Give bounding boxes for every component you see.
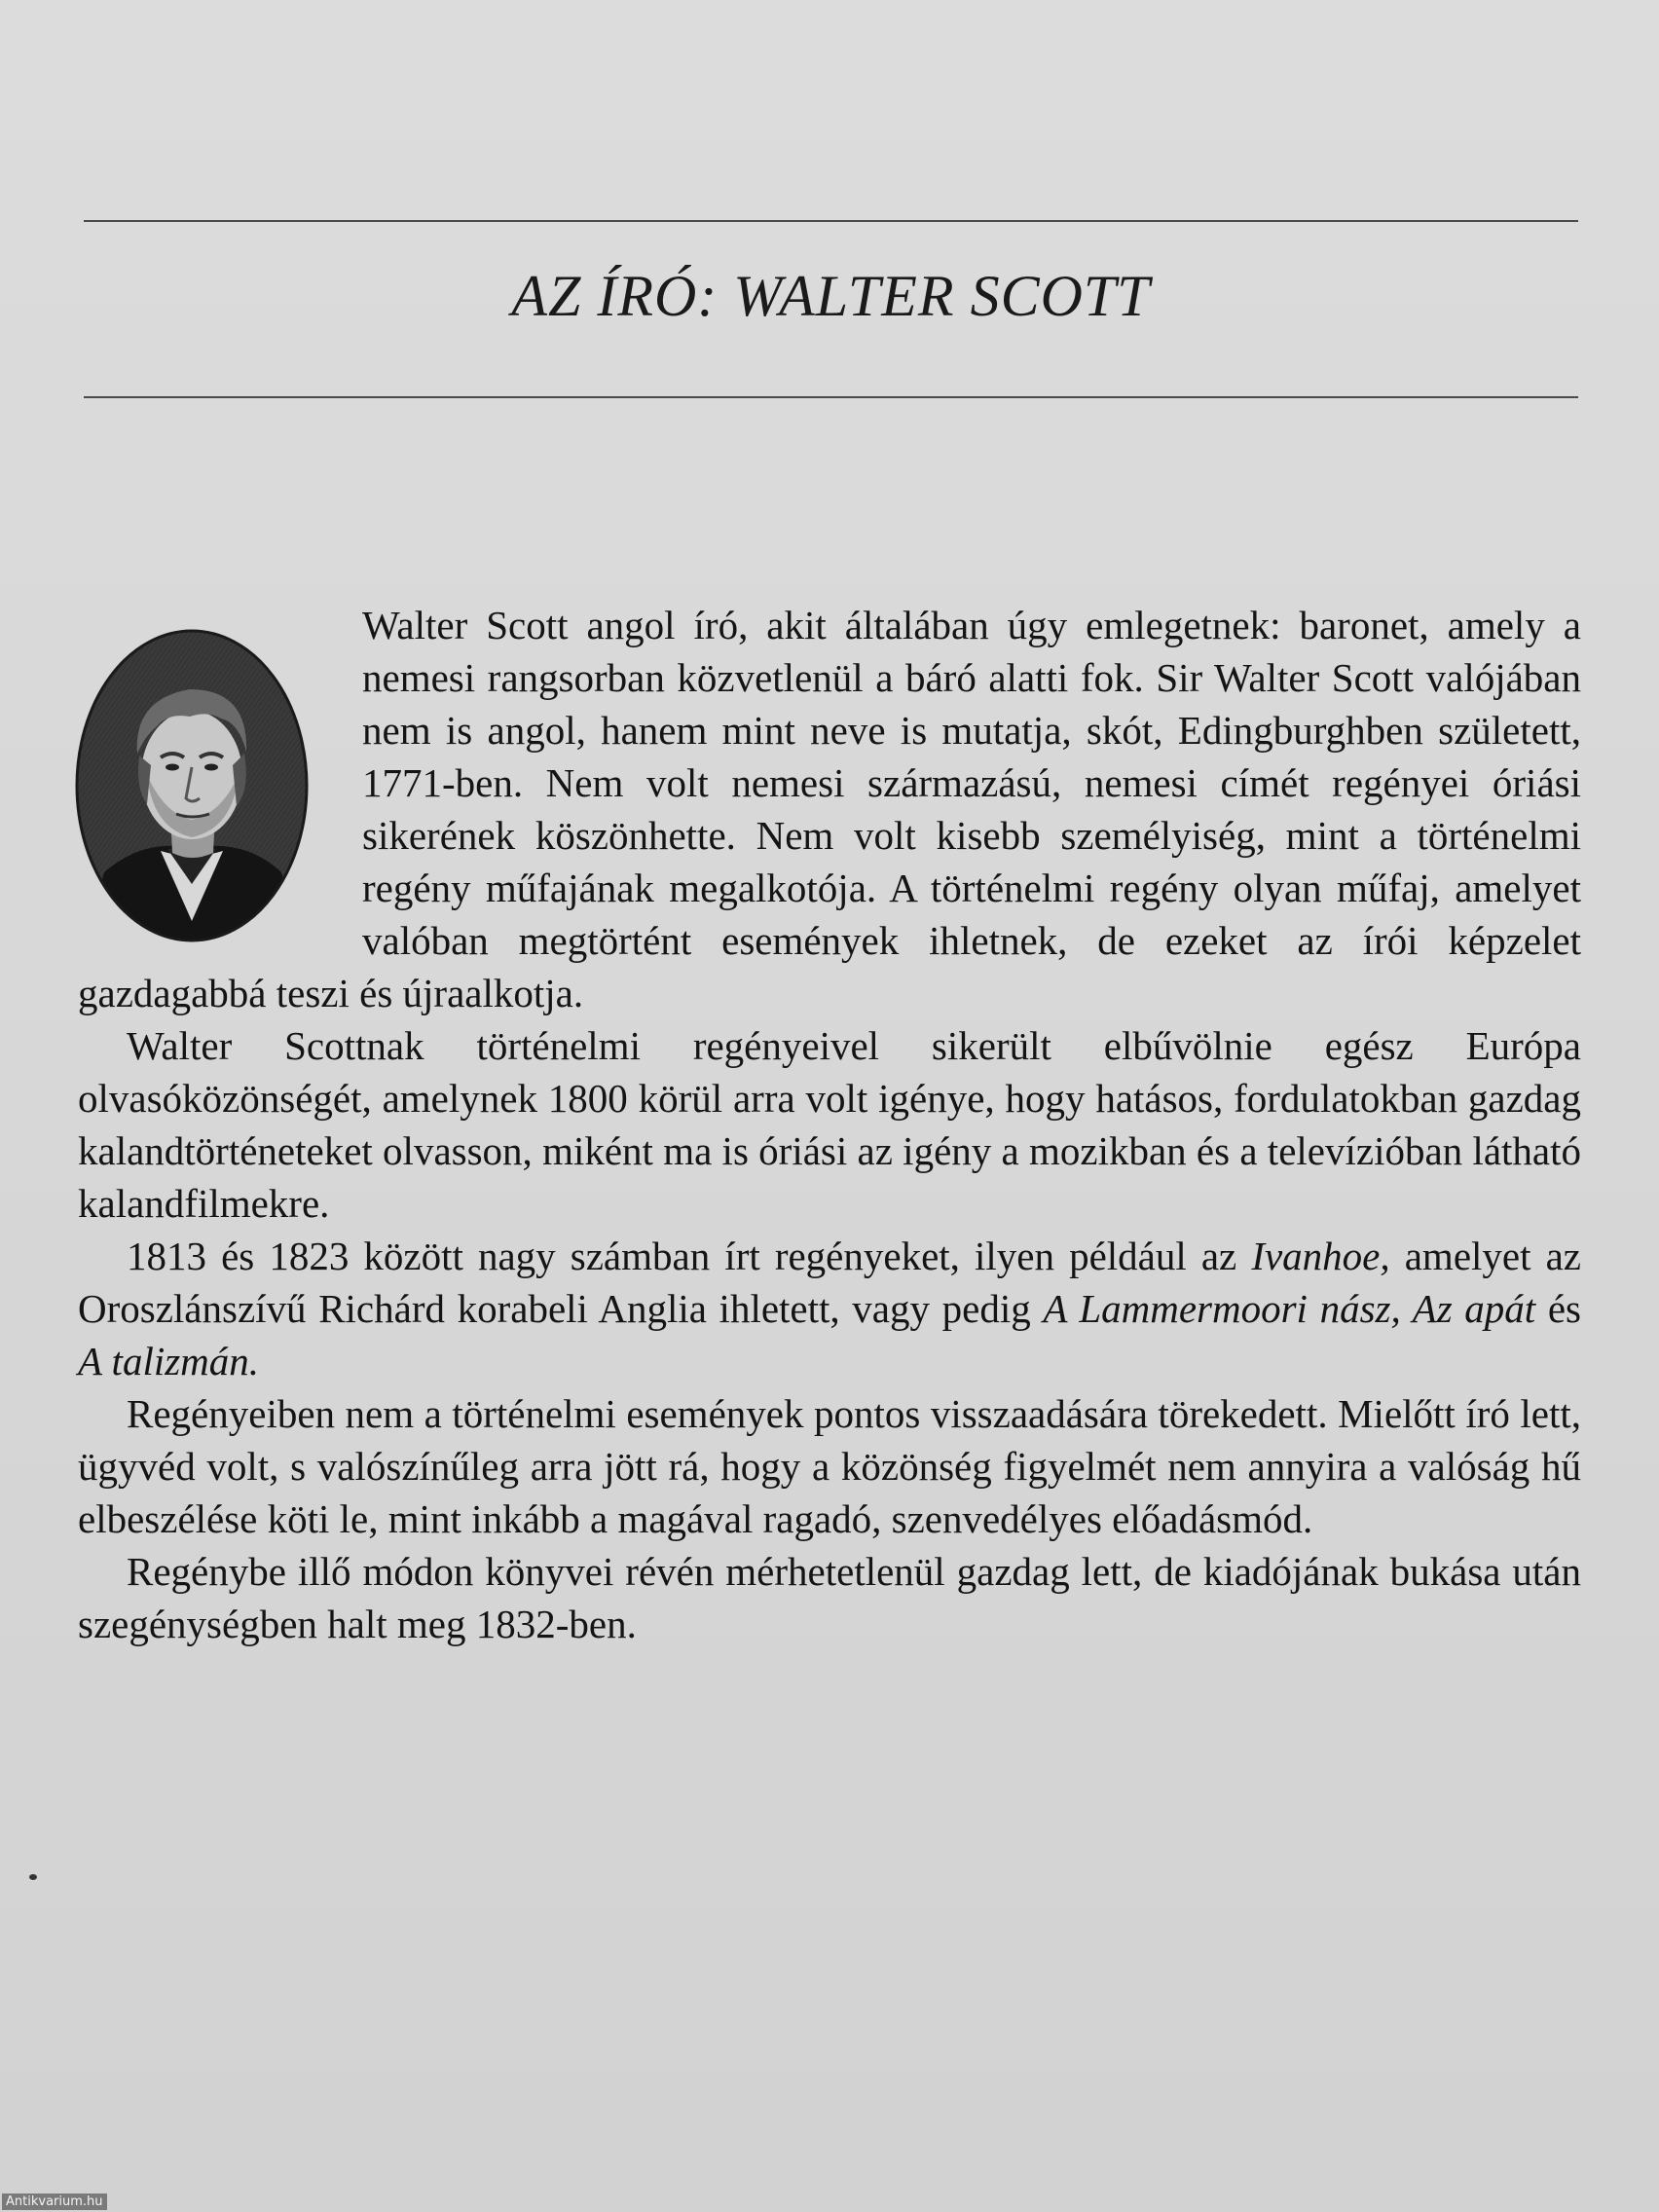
title-lammermoor: A Lammermoori nász, Az apát [1043, 1286, 1536, 1331]
title-ivanhoe: Ivanhoe, [1251, 1234, 1390, 1278]
paragraph-1: Walter Scott angol író, akit általában úgy emlegetnek: baronet, amely a nemesi rangsorban közvetlenül a báró alatti fok. Sir Walter Scott valójában nem is angol, hanem mint neve is mutatja, skót, Edingburghben született, 1771-ben. Nem volt nemesi származású, nemesi címét regényei óriási sikerének köszönhette. Nem volt kisebb személyiség, mint a történelmi regény műfajának megalkotója. A történelmi regény olyan műfaj, amelyet valóban megtörtént események ihletnek, de ezeket az írói képzelet gazdagabbá teszi és újraalkotja. [78, 603, 1581, 1015]
paragraph-3 [78, 1230, 1581, 1387]
paragraph-3-text-c: és [1535, 1286, 1581, 1331]
print-speck [29, 1874, 37, 1880]
top-rule [84, 220, 1578, 222]
watermark: Antikvarium.hu [2, 2194, 107, 2210]
bottom-rule [84, 396, 1578, 398]
paragraph-3-text-a: 1813 és 1823 között nagy számban írt regényeket, ilyen például az [127, 1234, 1252, 1278]
paragraph-5: Regénybe illő módon könyvei révén mérhetetlenül gazdag lett, de kiadójának bukása után szegénységben halt meg 1832-ben. [78, 1549, 1581, 1646]
paragraph-4: Regényeiben nem a történelmi események pontos visszaadására törekedett. Mielőtt író lett, ügyvéd volt, s valószínűleg arra jött rá, hogy a közönség figyelmét nem annyira a valóság hű elbeszélése köti le, mint inkább a magával ragadó, szenvedélyes előadásmód. [78, 1391, 1581, 1541]
article-body [78, 599, 1581, 1650]
paragraph-2: Walter Scottnak történelmi regényeivel sikerült elbűvölnie egész Európa olvasóközönségét, amelynek 1800 körül arra volt igénye, hogy hatásos, fordulatokban gazdag kalandtörténeteket olvasson, miként ma is óriási az igény a mozikban és a televízióban látható kalandfilmekre. [78, 1023, 1581, 1226]
portrait-space [78, 599, 362, 963]
page-title: AZ ÍRÓ: WALTER SCOTT [511, 264, 1151, 328]
paragraph-3-text-b: amelyet az Oroszlánszívű Richárd korabeli Anglia ihletett, vagy pedig [78, 1234, 1581, 1331]
title-talizman: A talizmán. [78, 1339, 260, 1383]
